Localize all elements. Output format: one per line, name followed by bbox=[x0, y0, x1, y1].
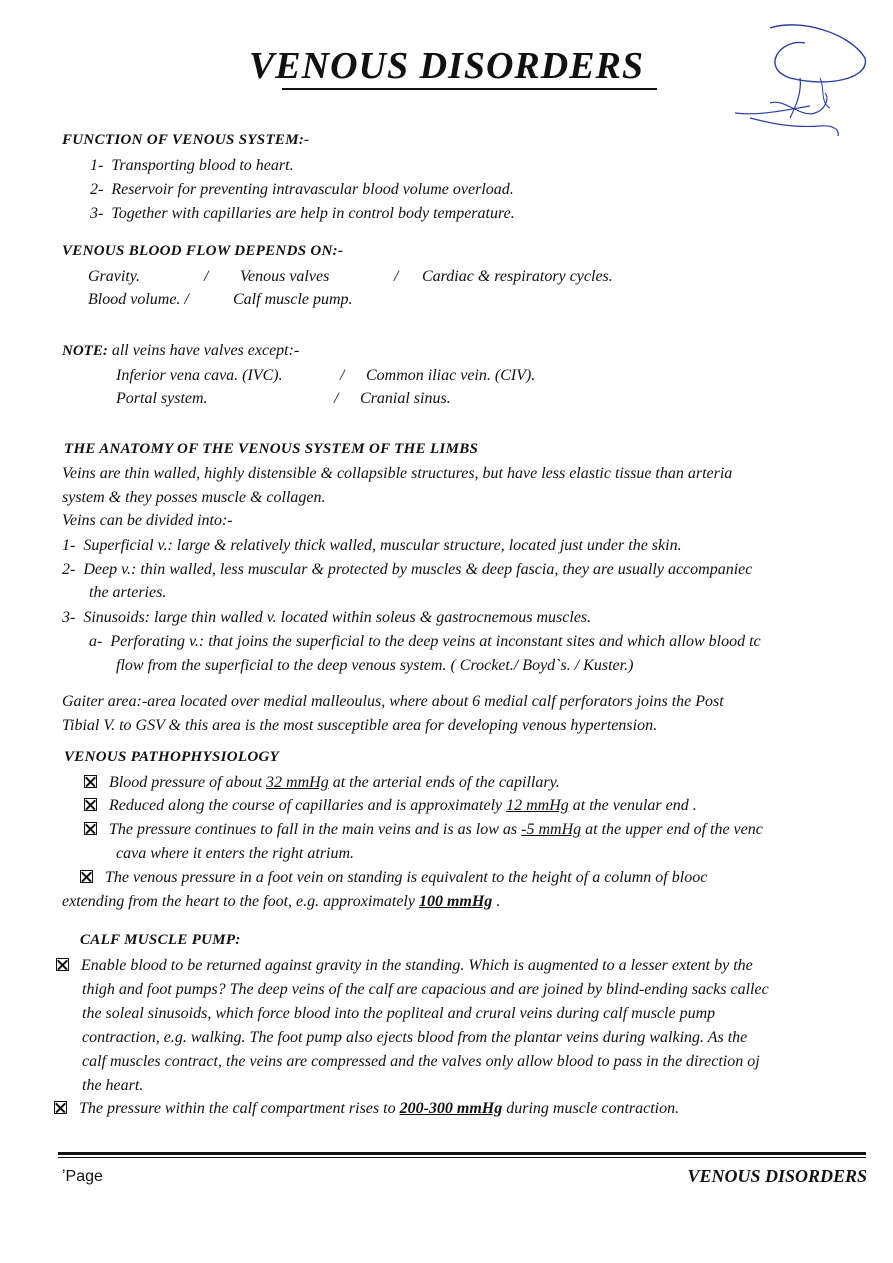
note-sep: / bbox=[340, 367, 345, 384]
vein-item: 1- Superficial v.: large & relatively thick walled, muscular structure, located just under the skin. bbox=[62, 537, 682, 554]
flow-gravity: Gravity. bbox=[88, 268, 140, 285]
page-title: VENOUS DISORDERS bbox=[248, 45, 645, 87]
calf-bullet: Enable blood to be returned against gravity in the standing. Which is augmented to a lesser extent by the bbox=[56, 957, 753, 975]
flow-valves: Venous valves bbox=[240, 268, 330, 285]
calf-line: the soleal sinusoids, which force blood into the popliteal and crural veins during calf muscle pump bbox=[82, 1005, 716, 1022]
checkbox-x-icon bbox=[80, 870, 93, 883]
calf-line: contraction, e.g. walking. The foot pump also ejects blood from the plantar veins during walking. As the bbox=[82, 1029, 748, 1046]
calf-heading: CALF MUSCLE PUMP: bbox=[80, 932, 241, 948]
patho-bullet-cont: extending from the heart to the foot, e.g. approximately 100 mmHg . bbox=[62, 893, 501, 910]
title-underline bbox=[282, 88, 657, 90]
calf-line: thigh and foot pumps? The deep veins of the calf are capacious and are joined by blind-ending sacks callec bbox=[82, 981, 769, 998]
flow-calf: Calf muscle pump. bbox=[233, 291, 353, 308]
function-item: 1- Transporting blood to heart. bbox=[90, 157, 294, 174]
anatomy-paragraph: Veins can be divided into:- bbox=[62, 512, 233, 529]
gaiter-paragraph: Gaiter area:-area located over medial malleoulus, where about 6 medial calf perforators joins the Post bbox=[62, 693, 724, 710]
note: NOTE: all veins have valves except:- bbox=[62, 342, 300, 359]
flow-volume: Blood volume. / bbox=[88, 291, 189, 308]
patho-bullet: The pressure continues to fall in the main veins and is as low as -5 mmHg at the upper end of the venc bbox=[84, 821, 763, 839]
vein-item: 2- Deep v.: thin walled, less muscular & protected by muscles & deep fascia, they are usually accompaniec bbox=[62, 561, 753, 578]
gaiter-paragraph: Tibial V. to GSV & this area is the most susceptible area for developing venous hypertension. bbox=[62, 717, 658, 734]
anatomy-paragraph: system & they posses muscle & collagen. bbox=[62, 489, 326, 506]
flow-cycles: Cardiac & respiratory cycles. bbox=[422, 268, 613, 285]
patho-bullet: The venous pressure in a foot vein on standing is equivalent to the height of a column of blooc bbox=[80, 869, 707, 887]
checkbox-x-icon bbox=[56, 958, 69, 971]
perforating-item: a- Perforating v.: that joins the superficial to the deep veins at inconstant sites and which allow blood tc bbox=[89, 633, 761, 650]
patho-bullet-cont: cava where it enters the right atrium. bbox=[116, 845, 355, 862]
function-heading: FUNCTION OF VENOUS SYSTEM:- bbox=[62, 132, 310, 148]
checkbox-x-icon bbox=[84, 822, 97, 835]
note-civ: Common iliac vein. (CIV). bbox=[366, 367, 536, 384]
patho-bullet: Blood pressure of about 32 mmHg at the arterial ends of the capillary. bbox=[84, 774, 560, 792]
note-cranial: Cranial sinus. bbox=[360, 390, 451, 407]
footer-rule bbox=[58, 1157, 866, 1158]
footer-page-label: ʼPage bbox=[62, 1168, 103, 1185]
perforating-item: flow from the superficial to the deep venous system. ( Crocket./ Boyd`s. / Kuster.) bbox=[116, 657, 634, 674]
calf-line: the heart. bbox=[82, 1077, 144, 1094]
flow-heading: VENOUS BLOOD FLOW DEPENDS ON:- bbox=[62, 243, 344, 259]
calf-bullet: The pressure within the calf compartment rises to 200-300 mmHg during muscle contraction. bbox=[54, 1100, 679, 1118]
flow-sep: / bbox=[394, 268, 399, 285]
note-portal: Portal system. bbox=[116, 390, 208, 407]
anatomy-paragraph: Veins are thin walled, highly distensible & collapsible structures, but have less elastic tissue than arteria bbox=[62, 465, 733, 482]
patho-bullet: Reduced along the course of capillaries and is approximately 12 mmHg at the venular end . bbox=[84, 797, 697, 815]
flow-sep: / bbox=[204, 268, 209, 285]
vein-item: the arteries. bbox=[89, 584, 167, 601]
function-item: 2- Reservoir for preventing intravascular blood volume overload. bbox=[90, 181, 514, 198]
checkbox-x-icon bbox=[84, 775, 97, 788]
calf-line: calf muscles contract, the veins are compressed and the valves only allow blood to pass in the direction oj bbox=[82, 1053, 760, 1070]
note-ivc: Inferior vena cava. (IVC). bbox=[116, 367, 283, 384]
footer-rule bbox=[58, 1152, 866, 1155]
patho-heading: VENOUS PATHOPHYSIOLOGY bbox=[64, 749, 280, 765]
checkbox-x-icon bbox=[54, 1101, 67, 1114]
checkbox-x-icon bbox=[84, 798, 97, 811]
footer-title: VENOUS DISORDERS bbox=[687, 1166, 867, 1186]
function-item: 3- Together with capillaries are help in control body temperature. bbox=[90, 205, 515, 222]
anatomy-heading: THE ANATOMY OF THE VENOUS SYSTEM OF THE LIMBS bbox=[64, 441, 479, 457]
note-sep: / bbox=[334, 390, 339, 407]
vein-item: 3- Sinusoids: large thin walled v. located within soleus & gastrocnemous muscles. bbox=[62, 609, 592, 626]
